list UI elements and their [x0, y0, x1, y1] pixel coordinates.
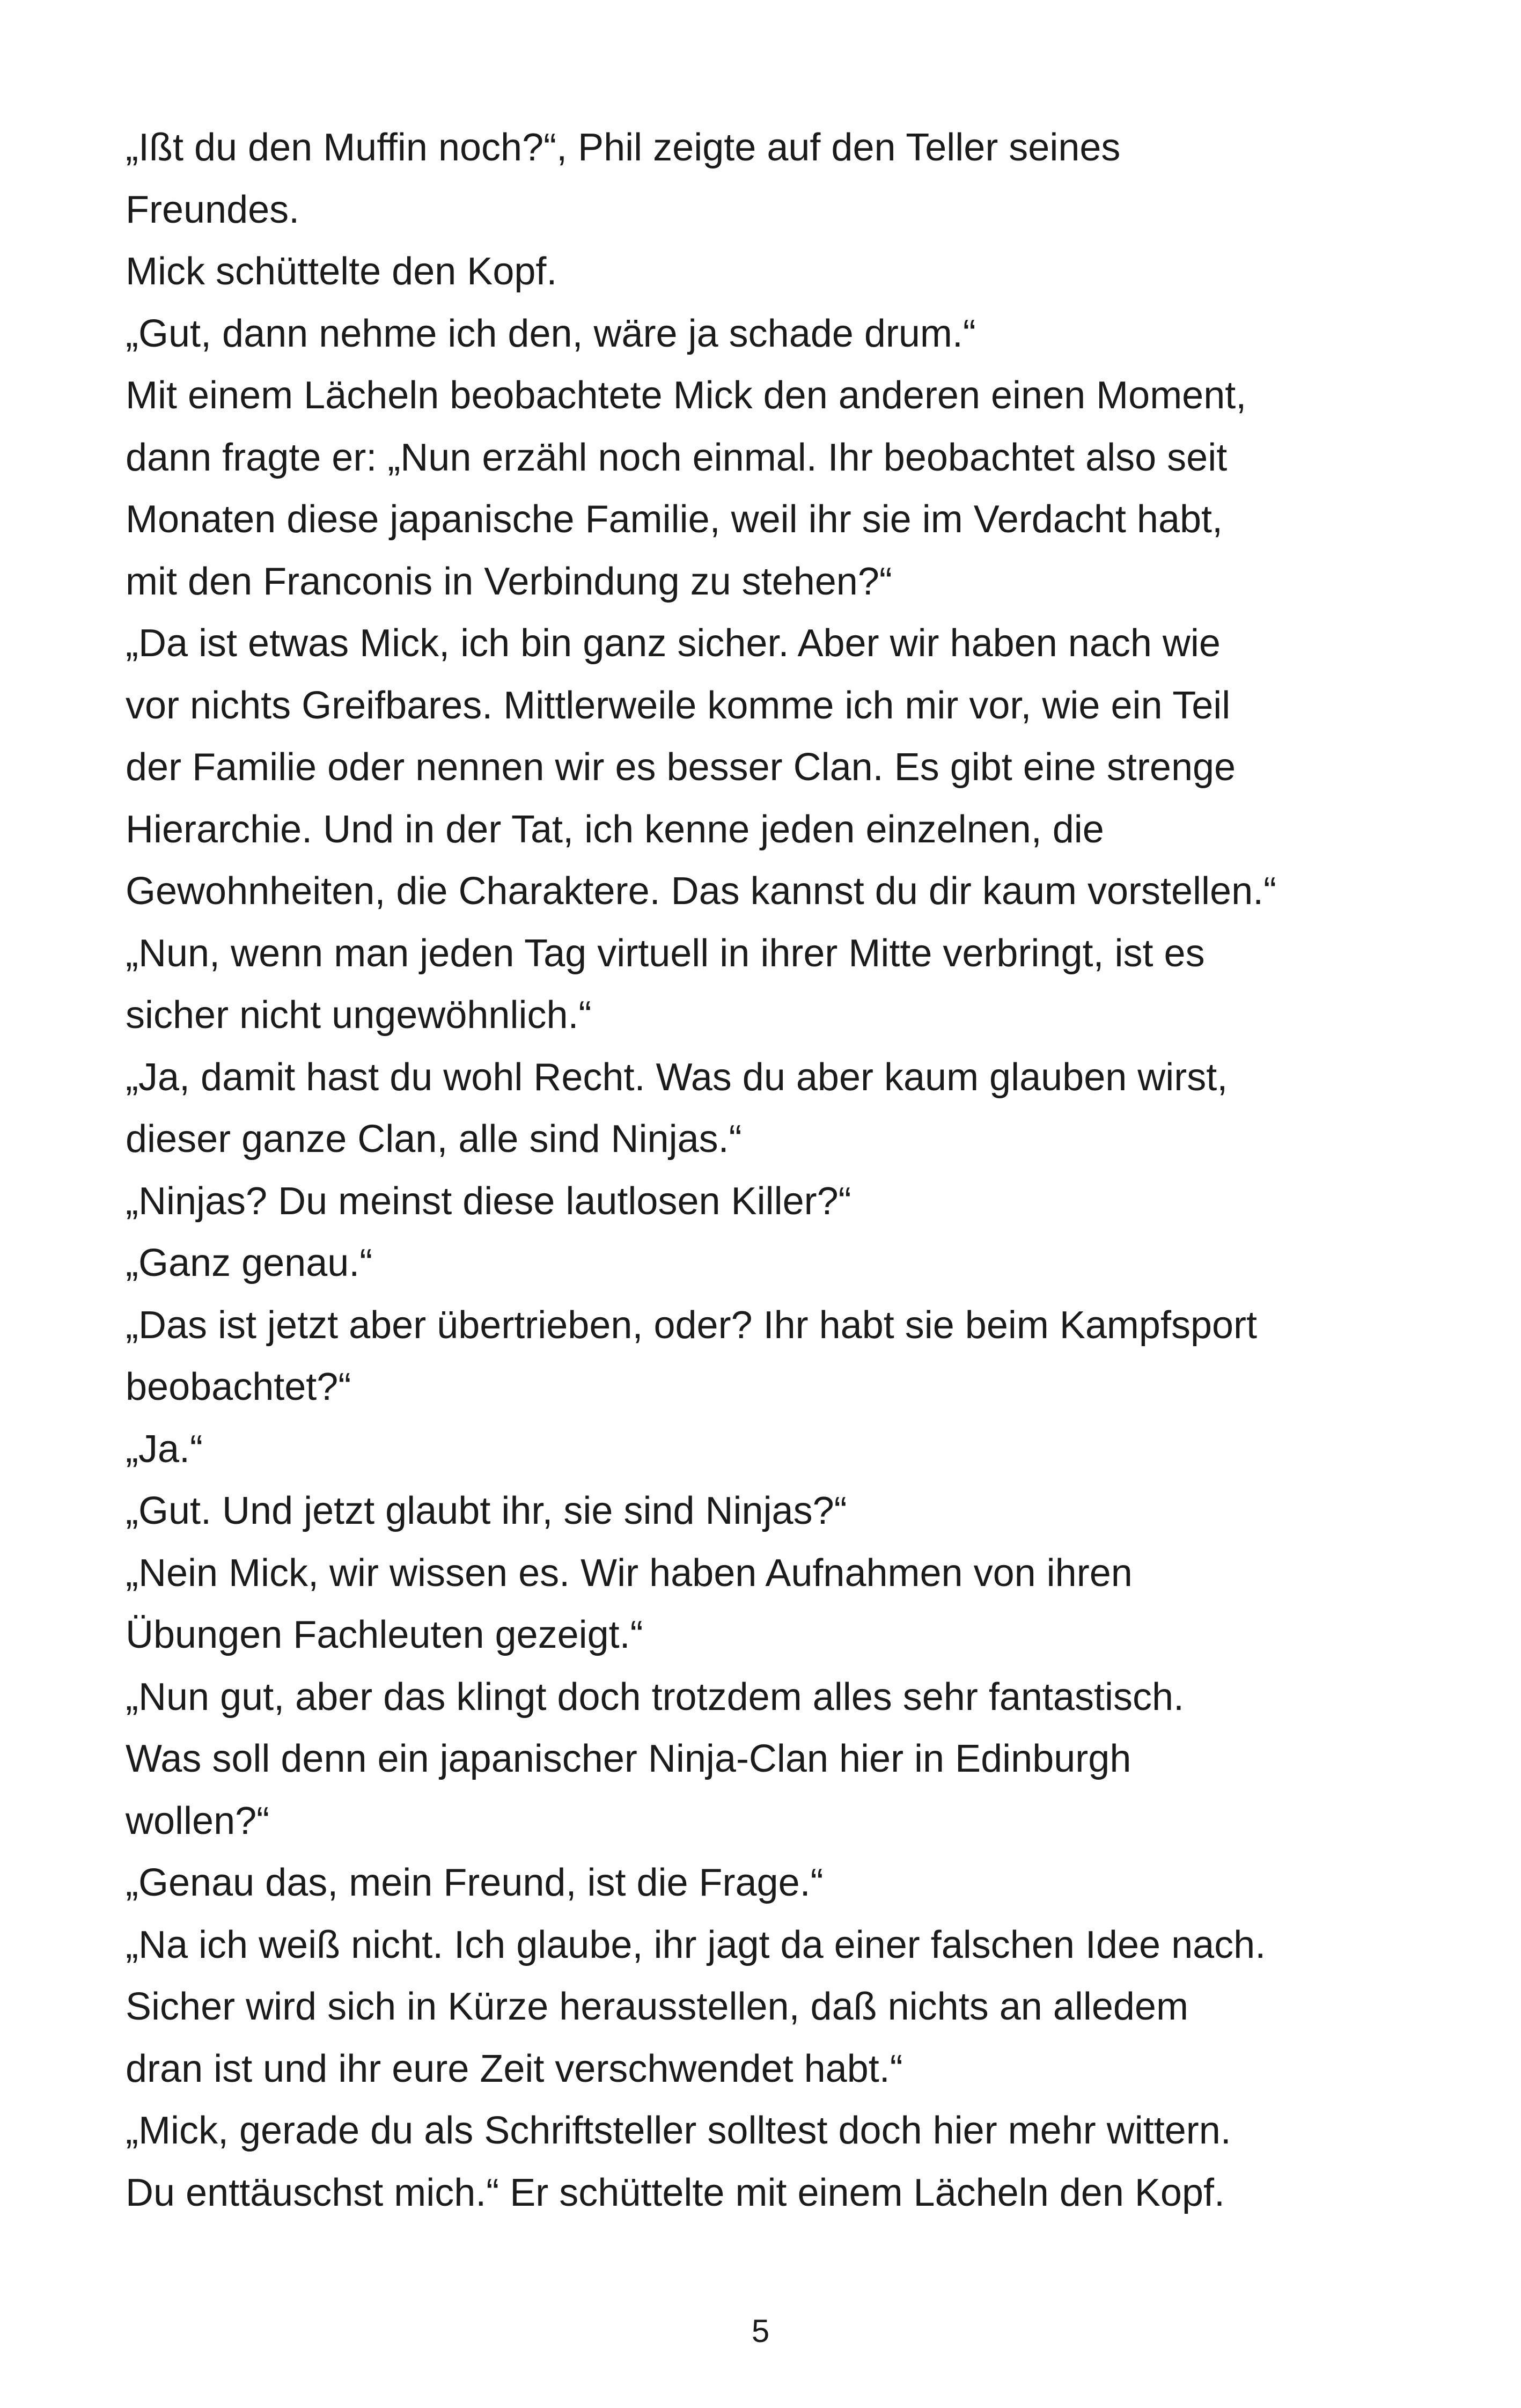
text-line: Hierarchie. Und in der Tat, ich kenne jeden einzelnen, die — [126, 807, 1104, 851]
text-line: Mick schüttelte den Kopf. — [126, 250, 557, 293]
text-line: „Ißt du den Muffin noch?“, Phil zeigte auf den Teller seines — [126, 126, 1121, 169]
text-line: sicher nicht ungewöhnlich.“ — [126, 994, 592, 1037]
text-line: „Nun gut, aber das klingt doch trotzdem alles sehr fantastisch. — [126, 1675, 1185, 1719]
text-line: Übungen Fachleuten gezeigt.“ — [126, 1613, 643, 1656]
text-line: Du enttäuschst mich.“ Er schüttelte mit einem Lächeln den Kopf. — [126, 2171, 1225, 2214]
text-line: Was soll denn ein japanischer Ninja-Clan hier in Edinburgh — [126, 1737, 1131, 1780]
text-line: beobachtet?“ — [126, 1365, 351, 1408]
text-line: vor nichts Greifbares. Mittlerweile komme ich mir vor, wie ein Teil — [126, 684, 1231, 727]
text-line: dieser ganze Clan, alle sind Ninjas.“ — [126, 1118, 742, 1161]
body-text — [126, 117, 1424, 2224]
text-line: „Gut, dann nehme ich den, wäre ja schade drum.“ — [126, 312, 976, 355]
text-line: „Nun, wenn man jeden Tag virtuell in ihrer Mitte verbringt, ist es — [126, 931, 1205, 975]
text-line: „Gut. Und jetzt glaubt ihr, sie sind Ninjas?“ — [126, 1489, 847, 1532]
text-line: Gewohnheiten, die Charaktere. Das kannst du dir kaum vorstellen.“ — [126, 870, 1277, 913]
text-line: „Ninjas? Du meinst diese lautlosen Killer?“ — [126, 1179, 851, 1223]
text-line: „Da ist etwas Mick, ich bin ganz sicher. Aber wir haben nach wie — [126, 622, 1221, 665]
text-line: dann fragte er: „Nun erzähl noch einmal. Ihr beobachtet also seit — [126, 436, 1228, 479]
text-line: Monaten diese japanische Familie, weil ihr sie im Verdacht habt, — [126, 498, 1223, 541]
text-line: dran ist und ihr eure Zeit verschwendet habt.“ — [126, 2047, 903, 2090]
text-line: der Familie oder nennen wir es besser Clan. Es gibt eine strenge — [126, 746, 1236, 789]
text-line: „Nein Mick, wir wissen es. Wir haben Aufnahmen von ihren — [126, 1551, 1133, 1595]
text-line: „Genau das, mein Freund, ist die Frage.“ — [126, 1861, 824, 1904]
text-line: wollen?“ — [126, 1799, 270, 1842]
text-line: „Na ich weiß nicht. Ich glaube, ihr jagt da einer falschen Idee nach. — [126, 1923, 1266, 1966]
text-line: Sicher wird sich in Kürze herausstellen, daß nichts an alledem — [126, 1985, 1188, 2028]
text-line: Freundes. — [126, 188, 300, 231]
text-line: „Das ist jetzt aber übertrieben, oder? Ihr habt sie beim Kampfsport — [126, 1303, 1258, 1347]
text-line: „Ja, damit hast du wohl Recht. Was du aber kaum glauben wirst, — [126, 1055, 1228, 1099]
text-line: mit den Franconis in Verbindung zu stehen?“ — [126, 560, 892, 603]
text-line: Mit einem Lächeln beobachtete Mick den anderen einen Moment, — [126, 374, 1247, 417]
page-number: 5 — [751, 2313, 770, 2349]
text-line: „Ganz genau.“ — [126, 1242, 373, 1284]
text-line: „Ja.“ — [126, 1427, 203, 1471]
text-line: „Mick, gerade du als Schriftsteller solltest doch hier mehr wittern. — [126, 2109, 1231, 2152]
